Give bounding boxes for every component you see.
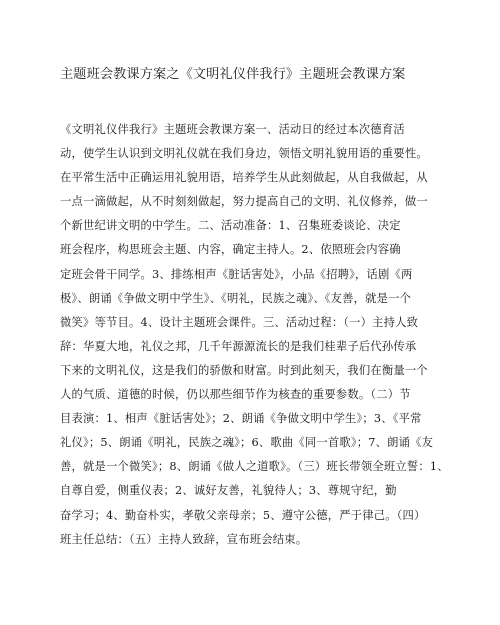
body-line: 班主任总结：（五）主持人致辞，宣布班会结束。 [60,532,308,546]
document-body [60,118,452,552]
body-line: 人的气质、道德的时候，仍以那些细节作为核查的重要参数。（二）节 [60,388,411,402]
body-line: 礼仪》；5、朗诵《明礼，民族之魂》；6、歌曲《同一首歌》；7、朗诵《友 [60,436,434,450]
body-line: 目表演：1、相声《脏话害处》；2、朗诵《争做文明中学生》；3、《平常 [60,412,422,426]
body-line: 动，使学生认识到文明礼仪就在我们身边，领悟文明礼貌用语的重要性。 [60,147,428,161]
document-title: 主题班会教课方案之《文明礼仪伴我行》主题班会教课方案 [60,67,406,82]
body-line: 辞：华夏大地，礼仪之邦，几千年源源流长的是我们桂辈子后代孙传承 [60,339,417,353]
body-line: 下来的文明礼仪，这是我们的骄傲和财富。时到此刻天，我们在衡量一个 [60,363,428,377]
body-line: 奋学习；4、勤奋朴实，孝敬父亲母亲；5、遵守公德，严于律己。（四） [60,508,426,522]
body-line: 班会程序，构思班会主题、内容，确定主持人。2、依照班会内容确 [60,243,401,257]
body-line: 自尊自爱，侧重仪表；2、诚好友善，礼貌待人；3、尊规守纪，勤 [60,484,397,498]
body-line: 个新世纪讲文明的中学生。二、活动准备：1、召集班委谈论、决定 [60,219,401,233]
body-line: 一点一滴做起，从不时刻刻做起，努力提高自己的文明、礼仪修养，做一 [60,195,428,209]
body-line: 定班会骨干同学。3、排练相声《脏话害处》，小品《招聘》，话剧《两 [60,267,413,281]
body-line: 《文明礼仪伴我行》主题班会教课方案一、活动日的经过本次德育活 [60,123,405,136]
body-line: 在平常生活中正确运用礼貌用语，培养学生从此刻做起，从自我做起，从 [60,171,428,185]
body-line: 善，就是一个微笑》；8、朗诵《做人之道歌》。（三）班长带领全班立誓：1、 [60,460,449,474]
body-line: 微笑》等节目。4、设计主题班会课件。三、活动过程：（一）主持人致 [60,315,419,329]
body-line: 极》、朗诵《争做文明中学生》、《明礼，民族之魂》、《友善，就是一个 [60,291,412,305]
